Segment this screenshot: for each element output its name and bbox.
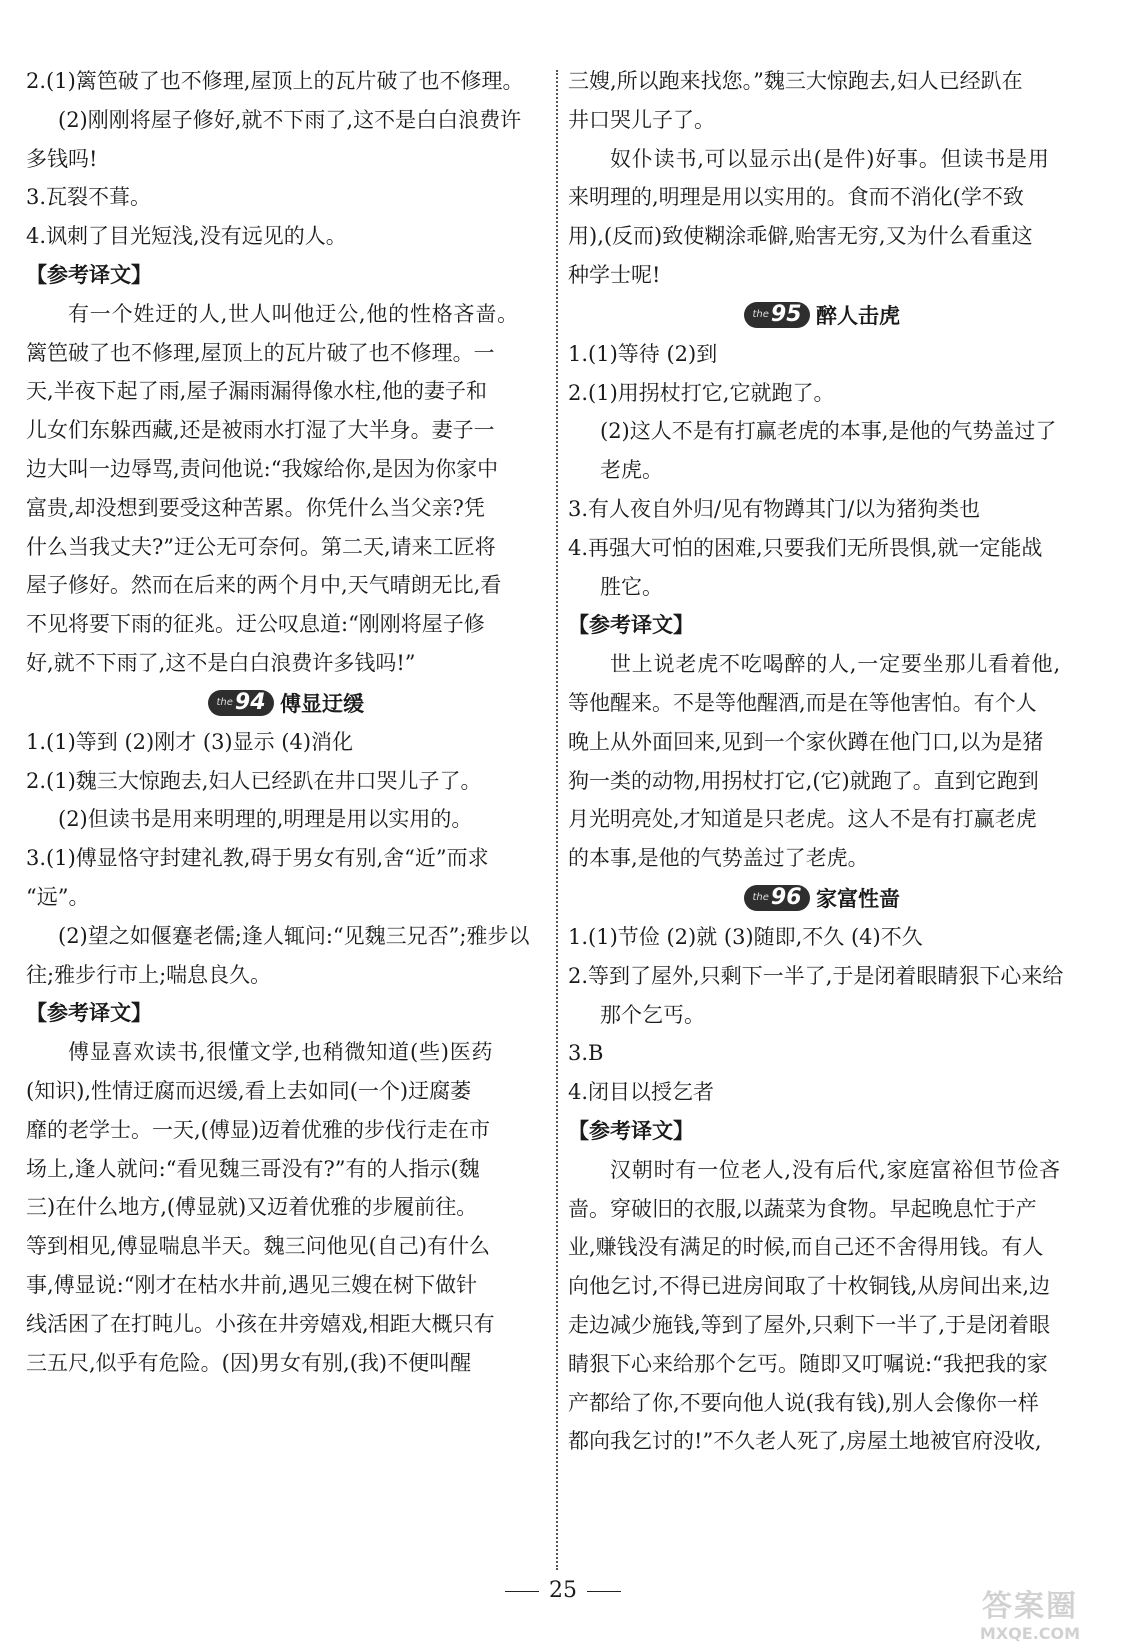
- translation-line: 好,就不下雨了,这不是白白浪费许多钱吗!”: [26, 650, 416, 675]
- translation-line: (知识),性情迂腐而迟缓,看上去如同(一个)迂腐萎: [26, 1078, 472, 1103]
- translation-line: 三嫂,所以跑来找您。”魏三大惊跑去,妇人已经趴在: [568, 69, 1023, 93]
- answer-2-1: 2.(1)篱笆破了也不修理,屋顶上的瓦片破了也不修理。: [26, 69, 524, 93]
- commentary-line: 来明理的,明理是用以实用的。食而不消化(学不致: [568, 185, 1024, 210]
- translation-94-cont: [568, 62, 1076, 140]
- translation-line: 不见将要下雨的征兆。迂公叹息道:“刚刚将屋子修: [26, 612, 485, 637]
- right-column: [568, 62, 1076, 1461]
- translation-line: 屋子修好。然而在后来的两个月中,天气晴朗无比,看: [26, 573, 502, 598]
- translation-line: 走边减少施钱,等到了屋外,只剩下一半了,于是闭着眼: [568, 1312, 1051, 1337]
- answer-3-1-cont: “远”。: [26, 884, 90, 909]
- translation-line: 月光明亮处,才知道是只老虎。这人不是有打赢老虎: [568, 807, 1037, 832]
- ref-translation-label: 【参考译文】: [568, 1118, 694, 1143]
- badge-prefix: the: [216, 697, 233, 709]
- translation-line: 靡的老学士。一天,(傅显)迈着优雅的步伐行走在市: [26, 1117, 491, 1142]
- translation-line: 傅显喜欢读书,很懂文学,也稍微知道(些)医药: [68, 1040, 494, 1065]
- badge-prefix: the: [752, 892, 769, 904]
- section-number: 94: [234, 690, 266, 716]
- translation-line: 三)在什么地方,(傅显就)又迈着优雅的步履前往。: [26, 1195, 478, 1220]
- answer-2-1: 2.(1)用拐杖打它,它就跑了。: [568, 380, 835, 405]
- page-number-text: 25: [549, 1578, 577, 1603]
- translation-line: 狗一类的动物,用拐杖打它,(它)就跑了。直到它跑到: [568, 768, 1039, 793]
- section-number: 95: [770, 302, 802, 328]
- translation-95: [568, 645, 1076, 878]
- translation-line: 边大叫一边辱骂,责问他说:“我嫁给你,是因为你家中: [26, 456, 499, 481]
- section-title: 醉人击虎: [816, 303, 900, 328]
- page-number-rule-right: [587, 1591, 621, 1592]
- section-title: 家富性啬: [816, 886, 900, 911]
- translation-line: 啬。穿破旧的衣服,以蔬菜为食物。早起晚息忙于产: [568, 1196, 1037, 1221]
- commentary-line: 奴仆读书,可以显示出(是件)好事。但读书是用: [610, 146, 1050, 171]
- answer-3: 3.B: [568, 1041, 604, 1066]
- translation-line: 都向我乞讨的!”不久老人死了,房屋土地被官府没收,: [568, 1429, 1042, 1454]
- answer-2-2: (2)但读书是用来明理的,明理是用以实用的。: [58, 807, 473, 832]
- translation-line: 场上,逢人就问:“看见魏三哥没有?”有的人指示(魏: [26, 1156, 480, 1181]
- translation-line: 等他醒来。不是等他醒酒,而是在等他害怕。有个人: [568, 690, 1037, 715]
- translation-line: 业,赚钱没有满足的时候,而自己还不舍得用钱。有人: [568, 1235, 1044, 1260]
- answer-3: 3.瓦裂不葺。: [26, 185, 152, 210]
- translation-line: 事,傅显说:“刚才在枯水井前,遇见三嫂在树下做针: [26, 1272, 478, 1297]
- answer-3-2-cont: 往;雅步行市上;喘息良久。: [26, 962, 272, 987]
- section-heading-95: [568, 295, 1076, 335]
- answer-4-cont: 胜它。: [600, 574, 663, 599]
- section-heading-94: [26, 683, 546, 723]
- translation-line: 有一个姓迂的人,世人叫他迂公,他的性格吝啬。: [68, 301, 519, 326]
- translation-96: [568, 1151, 1076, 1461]
- commentary-line: 种学士呢!: [568, 262, 661, 287]
- section-number: 96: [770, 885, 802, 911]
- answer-4: 4.闭目以授乞者: [568, 1080, 715, 1105]
- translation-line: 井口哭儿子了。: [568, 107, 715, 132]
- answer-2: 2.等到了屋外,只剩下一半了,于是闭着眼睛狠下心来给: [568, 963, 1064, 988]
- translation-line: 线活困了在打盹儿。小孩在井旁嬉戏,相距大概只有: [26, 1311, 495, 1336]
- translation-line: 产都给了你,不要向他人说(我有钱),别人会像你一样: [568, 1390, 1039, 1415]
- translation-line: 三五尺,似乎有危险。(因)男女有别,(我)不便叫醒: [26, 1350, 472, 1375]
- column-divider: [556, 70, 558, 1570]
- watermark-url: MXQE.COM: [979, 1624, 1081, 1643]
- translation-line: 富贵,却没想到要受这种苦累。你凭什么当父亲?凭: [26, 495, 485, 520]
- answer-3-1: 3.(1)傅显恪守封建礼教,碍于男女有别,舍“近”而求: [26, 846, 489, 871]
- commentary-line: 用),(反而)致使糊涂乖僻,贻害无穷,又为什么看重这: [568, 224, 1033, 249]
- section-badge-96: [744, 885, 810, 911]
- translation-line: 儿女们东躲西藏,还是被雨水打湿了大半身。妻子一: [26, 418, 495, 443]
- ref-translation-label: 【参考译文】: [568, 613, 694, 638]
- translation-line: 的本事,是他的气势盖过了老虎。: [568, 846, 869, 871]
- answer-2-1: 2.(1)魏三大惊跑去,妇人已经趴在井口哭儿子了。: [26, 768, 482, 793]
- translation-line: 睛狠下心来给那个乞丐。随即又叮嘱说:“我把我的家: [568, 1351, 1048, 1376]
- section-badge-94: [208, 690, 274, 716]
- watermark-logo: [940, 1590, 1120, 1648]
- translation-line: 篱笆破了也不修理,屋顶上的瓦片破了也不修理。一: [26, 340, 495, 365]
- section-heading-96: [568, 878, 1076, 918]
- page-number-rule-left: [505, 1591, 539, 1592]
- answer-1: 1.(1)等到 (2)刚才 (3)显示 (4)消化: [26, 729, 354, 754]
- translation-93: [26, 295, 546, 683]
- watermark-title: 答案圈: [982, 1589, 1078, 1624]
- ref-translation-label: 【参考译文】: [26, 262, 152, 287]
- translation-line: 世上说老虎不吃喝醉的人,一定要坐那儿看着他,: [610, 652, 1061, 677]
- answer-2-2: (2)这人不是有打赢老虎的本事,是他的气势盖过了: [600, 419, 1057, 444]
- answer-3: 3.有人夜自外归/见有物蹲其门/以为猪狗类也: [568, 496, 981, 521]
- answer-4: 4.讽刺了目光短浅,没有远见的人。: [26, 224, 347, 249]
- answer-2-2: (2)刚刚将屋子修好,就不下雨了,这不是白白浪费许: [58, 107, 522, 132]
- answer-2-cont: 那个乞丐。: [600, 1002, 705, 1027]
- translation-line: 天,半夜下起了雨,屋子漏雨漏得像水柱,他的妻子和: [26, 379, 488, 404]
- translation-line: 晚上从外面回来,见到一个家伙蹲在他门口,以为是猪: [568, 729, 1044, 754]
- left-column: [26, 62, 546, 1382]
- translation-line: 向他乞讨,不得已进房间取了十枚铜钱,从房间出来,边: [568, 1274, 1051, 1299]
- commentary-94: [568, 140, 1076, 295]
- answer-1: 1.(1)等待 (2)到: [568, 341, 718, 366]
- translation-line: 汉朝时有一位老人,没有后代,家庭富裕但节俭吝: [610, 1157, 1061, 1182]
- answer-3-2: (2)望之如偃蹇老儒;逢人辄问:“见魏三兄否”;雅步以: [58, 923, 530, 948]
- translation-line: 等到相见,傅显喘息半天。魏三问他见(自己)有什么: [26, 1234, 491, 1259]
- translation-94: [26, 1033, 546, 1382]
- section-badge-95: [744, 302, 810, 328]
- answer-2-2-cont: 多钱吗!: [26, 146, 98, 171]
- badge-prefix: the: [752, 309, 769, 321]
- translation-line: 什么当我丈夫?”迂公无可奈何。第二天,请来工匠将: [26, 534, 496, 559]
- ref-translation-label: 【参考译文】: [26, 1001, 152, 1026]
- answer-1: 1.(1)节俭 (2)就 (3)随即,不久 (4)不久: [568, 924, 923, 949]
- answer-4: 4.再强大可怕的困难,只要我们无所畏惧,就一定能战: [568, 535, 1043, 560]
- section-title: 傅显迂缓: [280, 691, 364, 716]
- answer-2-2-cont: 老虎。: [600, 458, 663, 483]
